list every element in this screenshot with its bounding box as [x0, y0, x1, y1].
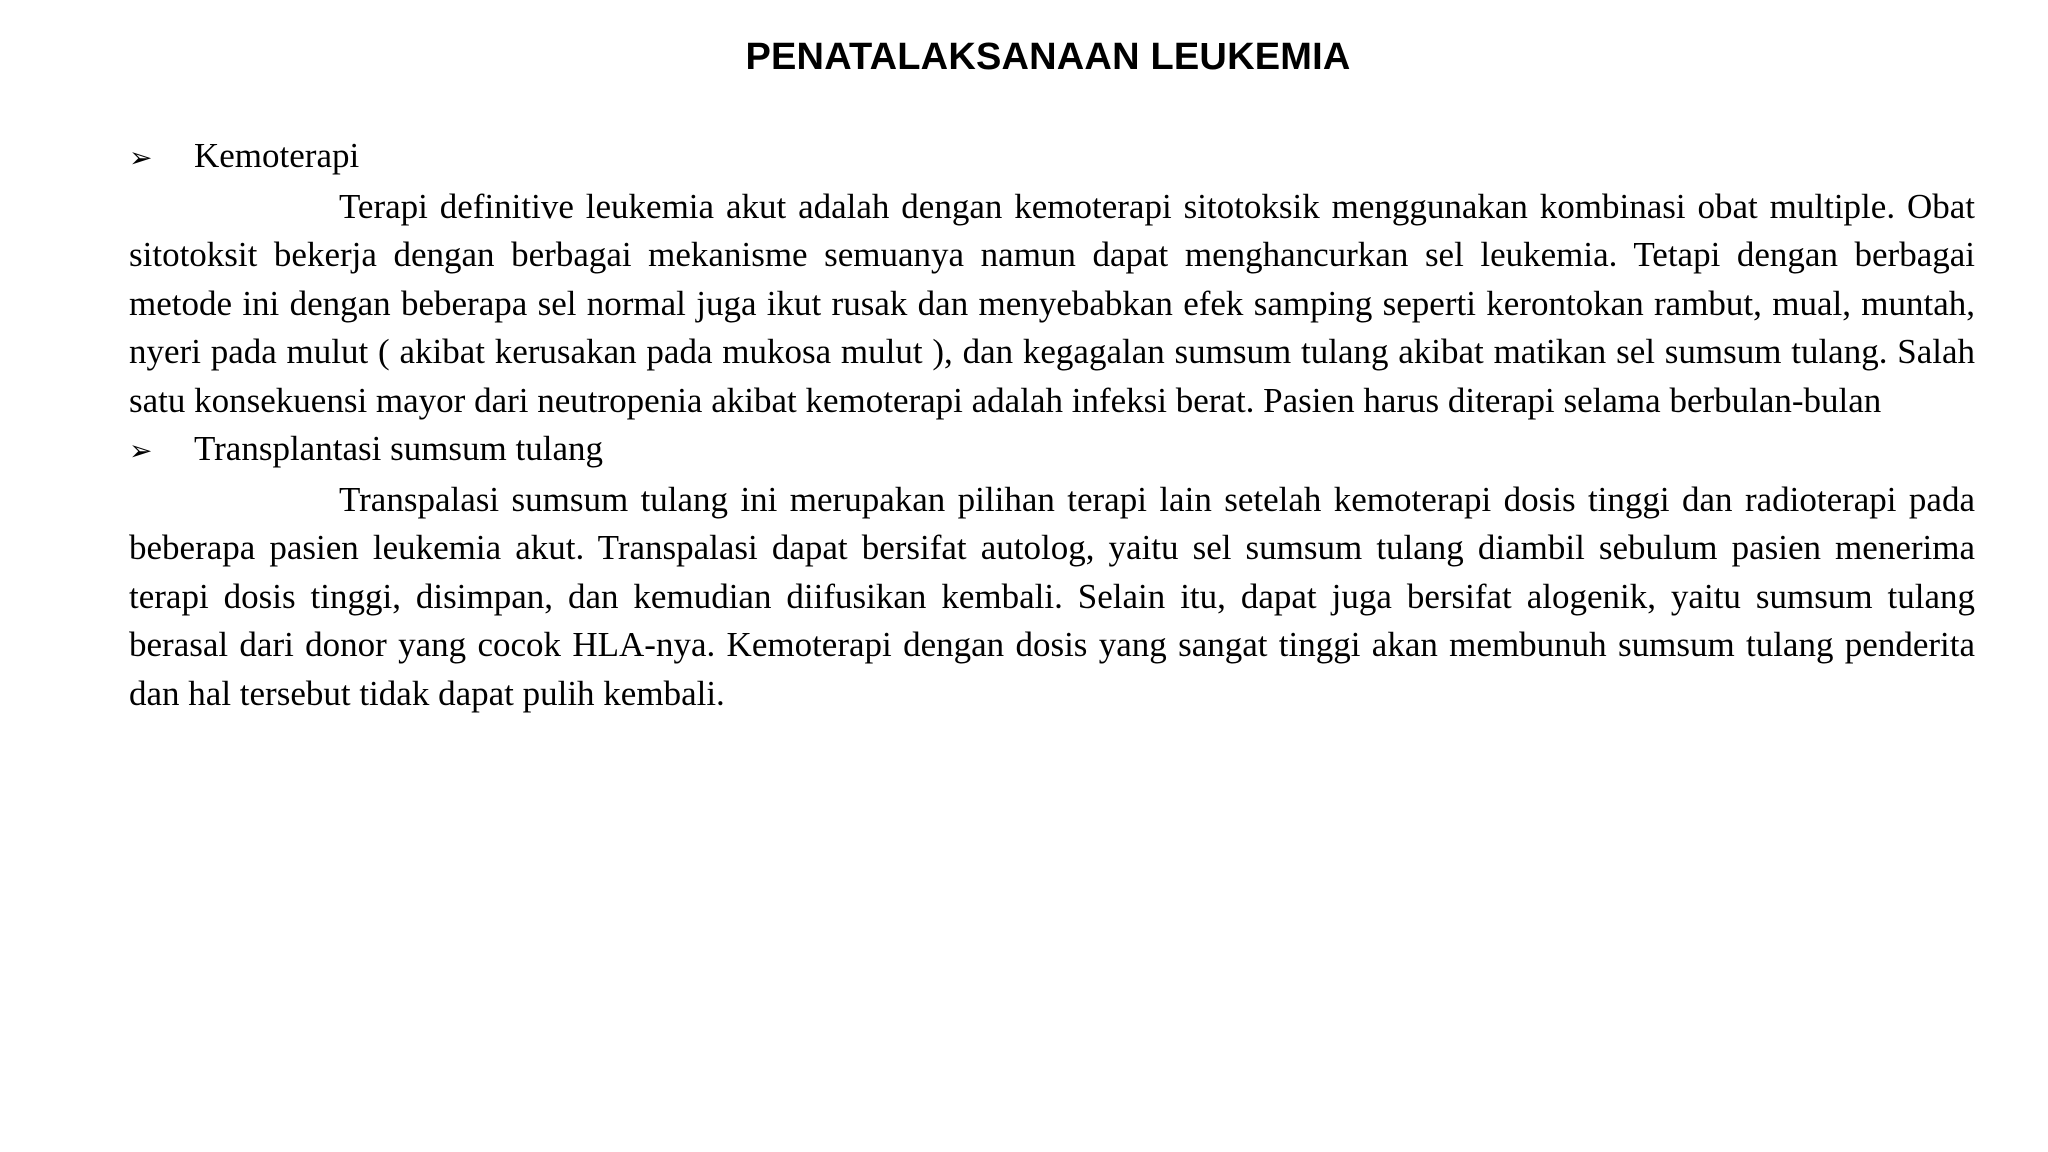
document-body — [129, 132, 1975, 718]
section-heading — [129, 132, 1975, 183]
section-transplantasi — [129, 425, 1975, 718]
arrowhead-bullet-icon: ➢ — [129, 141, 153, 174]
section-paragraph: Terapi definitive leukemia akut adalah dengan kemoterapi sitotoksik menggunakan kombinasi obat multiple. Obat sitotoksit bekerja dengan berbagai mekanisme semuanya namun dapat menghancurkan sel leukemia. Tetapi dengan berbagai metode ini dengan beberapa sel normal juga ikut rusak dan menyebabkan efek samping seperti kerontokan rambut, mual, muntah, nyeri pada mulut ( akibat kerusakan pada mukosa mulut ), dan kegagalan sumsum tulang akibat matikan sel sumsum tulang. Salah satu konsekuensi mayor dari neutropenia akibat kemoterapi adalah infeksi berat. Pasien harus diterapi selama berbulan-bulan — [129, 186, 1975, 420]
section-heading-label: Kemoterapi — [194, 136, 360, 175]
section-heading — [129, 425, 1975, 476]
section-kemoterapi — [129, 132, 1975, 425]
section-heading-label: Transplantasi sumsum tulang — [194, 429, 603, 468]
arrowhead-bullet-icon: ➢ — [129, 434, 153, 467]
section-paragraph: Transpalasi sumsum tulang ini merupakan pilihan terapi lain setelah kemoterapi dosis tinggi dan radioterapi pada beberapa pasien leukemia akut. Transpalasi dapat bersifat autolog, yaitu sel sumsum tulang diambil sebulum pasien menerima terapi dosis tinggi, disimpan, dan kemudian diifusikan kembali. Selain itu, dapat juga bersifat alogenik, yaitu sumsum tulang berasal dari donor yang cocok HLA-nya. Kemoterapi dengan dosis yang sangat tinggi akan membunuh sumsum tulang penderita dan hal tersebut tidak dapat pulih kembali. — [129, 479, 1975, 713]
page-title: PENATALAKSANAAN LEUKEMIA — [745, 36, 1351, 78]
